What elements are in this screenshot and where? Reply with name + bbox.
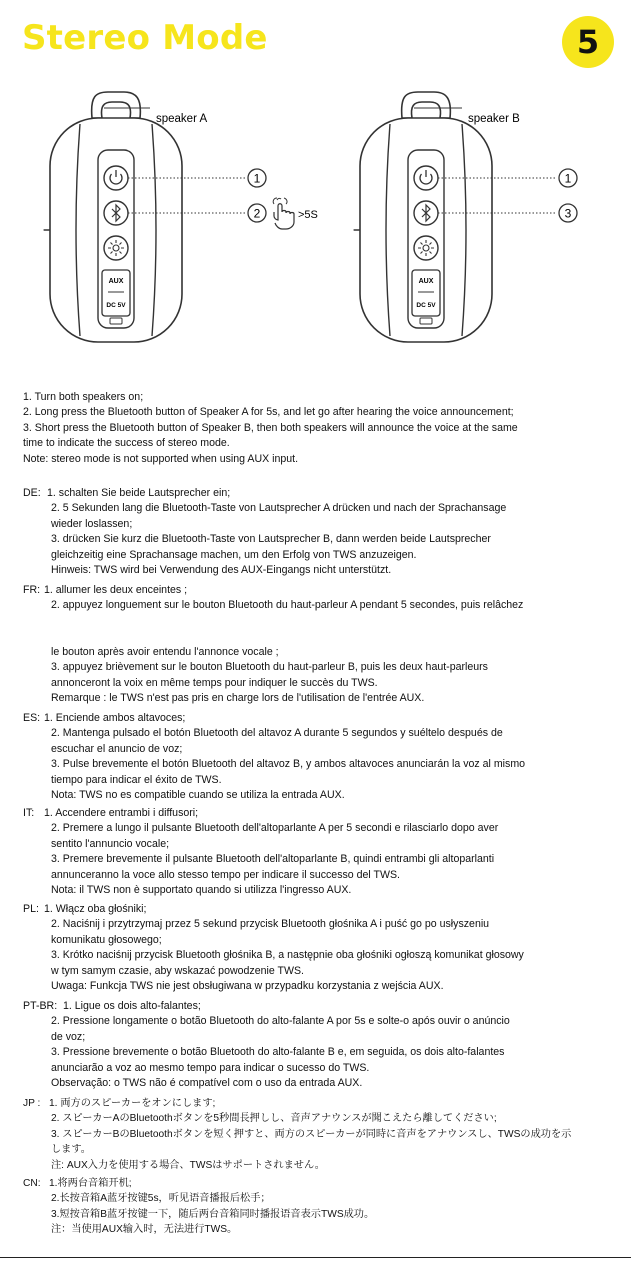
section-cn: [23, 1176, 618, 1238]
es-line: tiempo para indicar el éxito de TWS.: [51, 773, 222, 786]
fr-line: 3. appuyez brièvement sur le bouton Bluetooth du haut-parleur B, puis les deux haut-parleurs: [51, 661, 488, 674]
lang-code-es: ES:: [23, 712, 41, 724]
bluetooth-icon: [414, 201, 438, 225]
lang-code-pt: PT-BR:: [23, 1000, 58, 1012]
speaker-a: [44, 92, 182, 342]
jp-line: 注: AUX入力を使用する場合、TWSはサポートされません。: [51, 1159, 325, 1171]
light-icon: [414, 236, 438, 260]
step-badge: 5: [562, 16, 614, 68]
de-line: 3. drücken Sie kurz die Bluetooth-Taste von Lautsprecher B, dann werden beide Lautsprecher: [51, 533, 491, 546]
speaker-b-label: speaker B: [468, 113, 520, 125]
fr-line: Remarque : le TWS n'est pas pris en charge lors de l'utilisation de l'entrée AUX.: [51, 692, 425, 705]
it-line: annunceranno la voce allo stesso tempo per indicare il successo del TWS.: [51, 868, 400, 881]
cn-line: 1.将两台音箱开机;: [49, 1178, 132, 1189]
hold-time-label: >5S: [298, 209, 318, 221]
section-pl: [23, 902, 618, 994]
speaker-diagram: [0, 80, 631, 370]
pl-line: komunikatu głosowego;: [51, 933, 162, 946]
callout-2-a: 2: [253, 206, 261, 221]
port-aux-label: AUX: [418, 278, 434, 285]
es-line: 2. Mantenga pulsado el botón Bluetooth del altavoz A durante 5 segundos y suéltelo después de: [51, 727, 503, 740]
es-line: 3. Pulse brevemente el botón Bluetooth del altavoz B, y ambos altavoces anunciarán la voz al mismo: [51, 758, 526, 771]
section-es: [23, 711, 618, 803]
it-line: 1. Accendere entrambi i diffusori;: [44, 807, 199, 819]
it-line: 2. Premere a lungo il pulsante Bluetooth dell'altoparlante A per 5 secondi e rilasciarlo dopo aver: [51, 822, 499, 835]
pt-line: Observação: o TWS não é compatível com o uso da entrada AUX.: [51, 1077, 363, 1090]
de-line: 2. 5 Sekunden lang die Bluetooth-Taste von Lautsprecher A drücken und nach der Sprachansage: [51, 502, 507, 515]
jp-line: 2. スピーカーAのBluetoothボタンを5秒間長押しし、音声アナウンスが聞こえたら離してください;: [51, 1113, 497, 1125]
section-de: [23, 486, 618, 578]
port-dc-label: DC 5V: [106, 302, 126, 309]
de-line: Hinweis: TWS wird bei Verwendung des AUX-Eingangs nicht unterstützt.: [51, 564, 392, 577]
fr-line: 2. appuyez longuement sur le bouton Bluetooth du haut-parleur A pendant 5 secondes, puis relâchez: [51, 599, 524, 612]
callout-1-b: 1: [564, 171, 572, 186]
fr-line: le bouton après avoir entendu l'annonce vocale ;: [51, 645, 279, 658]
it-line: Nota: il TWS non è supportato quando si utilizza l'ingresso AUX.: [51, 884, 352, 897]
instruction-line: time to indicate the success of stereo mode.: [23, 437, 230, 450]
section-it: [23, 806, 618, 898]
jp-line: 1. 両方のスピーカーをオンにします;: [49, 1098, 216, 1109]
jp-line: します。: [51, 1144, 91, 1156]
de-line: wieder loslassen;: [51, 517, 133, 530]
cn-line: 3.短按音箱B蓝牙按键一下，随后两台音箱同时播报语音表示TWS成功。: [51, 1208, 375, 1220]
speaker-a-label: speaker A: [156, 113, 208, 125]
es-line: Nota: TWS no es compatible cuando se utiliza la entrada AUX.: [51, 789, 345, 802]
lang-code-pl: PL:: [23, 903, 39, 915]
callout-1-a: 1: [253, 171, 261, 186]
section-fr: [23, 583, 618, 706]
it-line: sentito l'annuncio vocale;: [51, 837, 170, 850]
de-line: gleichzeitig eine Sprachansage machen, um den Erfolg von TWS anzuzeigen.: [51, 548, 417, 561]
pt-line: de voz;: [51, 1030, 86, 1043]
pt-line: 2. Pressione longamente o botão Bluetooth do alto-falante A por 5s e solte-o após ouvir o anúncio: [51, 1015, 510, 1028]
port-dc-label: DC 5V: [416, 302, 436, 309]
english-instructions: [23, 390, 618, 467]
es-line: 1. Enciende ambos altavoces;: [44, 712, 186, 724]
light-icon: [104, 236, 128, 260]
instruction-line: 2. Long press the Bluetooth button of Speaker A for 5s, and let go after hearing the voice announcement;: [23, 406, 514, 419]
jp-line: 3. スピーカーBのBluetoothボタンを短く押すと、両方のスピーカーが同時に音声をアナウンスし、TWSの成功を示: [51, 1128, 572, 1140]
fr-line: 1. allumer les deux enceintes ;: [44, 584, 188, 596]
pl-line: Uwaga: Funkcja TWS nie jest obsługiwana w przypadku korzystania z wejścia AUX.: [51, 980, 444, 993]
cn-line: 注：当使用AUX输入时，无法进行TWS。: [51, 1224, 238, 1236]
power-icon: [414, 166, 438, 190]
pt-line: 1. Ligue os dois alto-falantes;: [63, 1000, 201, 1012]
es-line: escuchar el anuncio de voz;: [51, 742, 183, 755]
instruction-line: 1. Turn both speakers on;: [23, 391, 144, 403]
pl-line: 3. Krótko naciśnij przycisk Bluetooth głośnika B, a następnie oba głośniki ogłoszą komunikat głosowy: [51, 949, 524, 962]
pt-line: anunciarão a voz ao mesmo tempo para indicar o sucesso do TWS.: [51, 1061, 370, 1074]
instruction-line: Note: stereo mode is not supported when using AUX input.: [23, 452, 299, 465]
page-title: Stereo Mode: [22, 18, 268, 58]
pt-line: 3. Pressione brevemente o botão Bluetooth do alto-falante B e, em seguida, os dois alto-falantes: [51, 1046, 505, 1059]
fr-line: annonceront la voix en même temps pour indiquer le succès du TWS.: [51, 676, 378, 689]
it-line: 3. Premere brevemente il pulsante Bluetooth dell'altoparlante B, quindi entrambi gli altoparlanti: [51, 853, 495, 866]
port-aux-label: AUX: [108, 278, 124, 285]
lang-code-it: IT:: [23, 807, 35, 819]
section-jp: [23, 1096, 618, 1173]
pl-line: w tym samym czasie, aby wskazać powodzenie TWS.: [51, 964, 304, 977]
lang-code-de: DE:: [23, 487, 41, 499]
bluetooth-icon: [104, 201, 128, 225]
power-icon: [104, 166, 128, 190]
pl-line: 1. Włącz oba głośniki;: [44, 903, 147, 915]
speaker-b: [354, 92, 492, 342]
instruction-line: 3. Short press the Bluetooth button of Speaker B, then both speakers will announce the voice at the same: [23, 421, 518, 434]
de-line: 1. schalten Sie beide Lautsprecher ein;: [47, 487, 231, 499]
section-pt-br: [23, 999, 618, 1091]
lang-code-fr: FR:: [23, 584, 41, 596]
hand-press-icon: [273, 198, 294, 229]
lang-code-cn: CN:: [23, 1178, 41, 1189]
callout-3-b: 3: [564, 206, 572, 221]
cn-line: 2.长按音箱A蓝牙按键5s，听见语音播报后松手；: [51, 1193, 271, 1205]
page-bottom-rule: [0, 1257, 631, 1258]
pl-line: 2. Naciśnij i przytrzymaj przez 5 sekund przycisk Bluetooth głośnika A i puść go po usłyszeniu: [51, 918, 490, 931]
lang-code-jp: JP :: [23, 1098, 41, 1109]
